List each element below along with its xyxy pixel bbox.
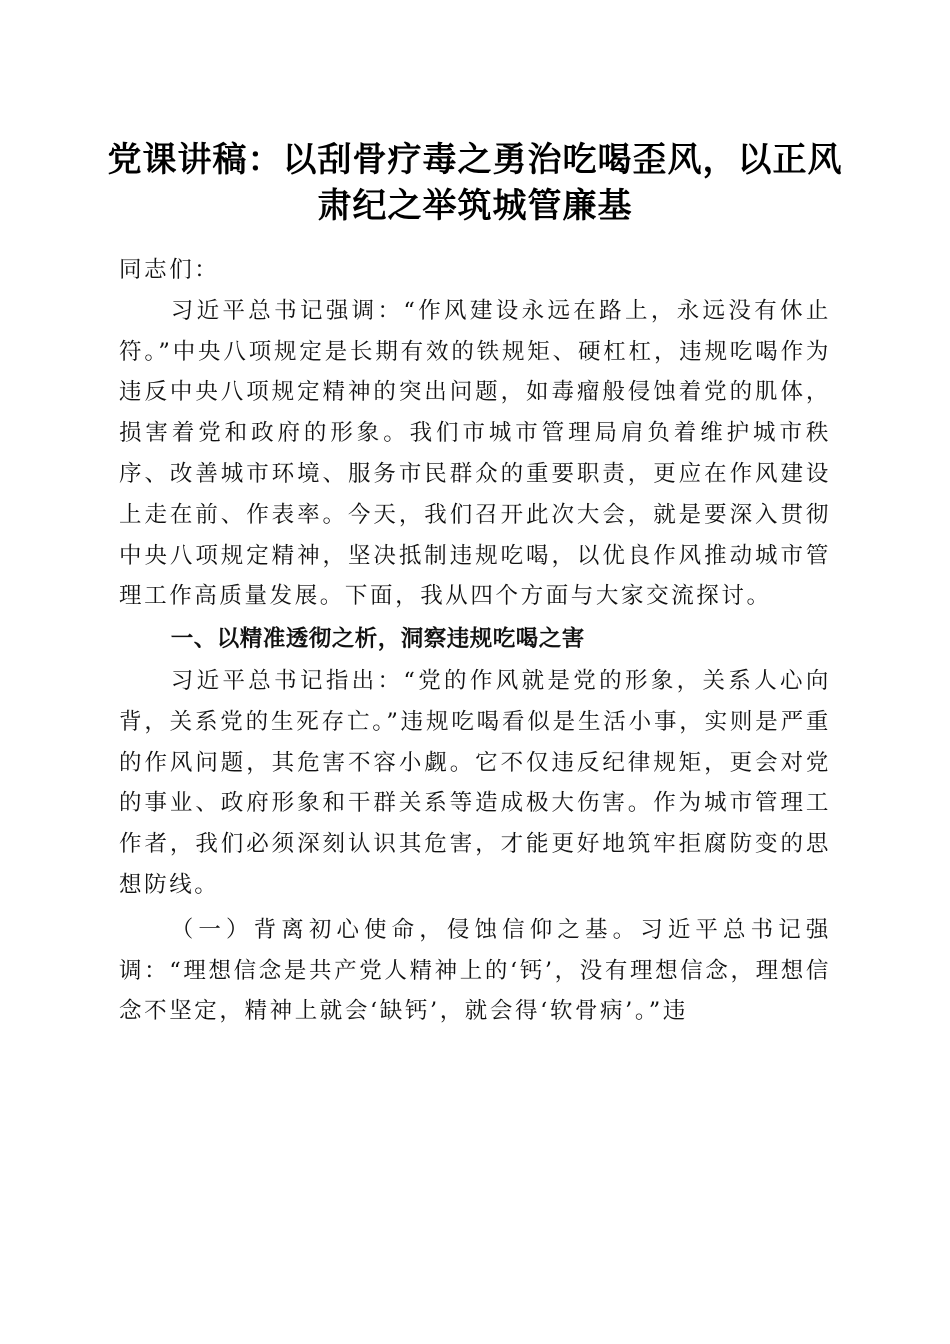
document-body	[119, 250, 831, 1032]
section-heading-1: 一、以精准透彻之析，洞察违规吃喝之害	[170, 626, 585, 653]
section-1-subitem-1: （一）背离初心使命，侵蚀信仰之基。习近平总书记强调：“理想信念是共产党人精神上的‘钙’，没有理想信念，理想信念不坚定，精神上就会‘缺钙’，就会得‘软骨病’。”违	[119, 916, 831, 1025]
section-1-paragraph: 习近平总书记指出：“党的作风就是党的形象，关系人心向背，关系党的生死存亡。”违规吃喝看似是生活小事，实则是严重的作风问题，其危害不容小觑。它不仅违反纪律规矩，更会对党的事业、政府形象和干群关系等造成极大伤害。作为城市管理工作者，我们必须深刻认识其危害，才能更好地筑牢拒腐防变的思想防线。	[119, 667, 831, 898]
intro-paragraph: 习近平总书记强调：“作风建设永远在路上，永远没有休止符。”中央八项规定是长期有效的铁规矩、硬杠杠，违规吃喝作为违反中央八项规定精神的突出问题，如毒瘤般侵蚀着党的肌体，损害着党和政府的形象。我们市城市管理局肩负着维护城市秩序、改善城市环境、服务市民群众的重要职责，更应在作风建设上走在前、作表率。今天，我们召开此次大会，就是要深入贯彻中央八项规定精神，坚决抵制违规吃喝，以优良作风推动城市管理工作高质量发展。下面，我从四个方面与大家交流探讨。	[119, 297, 831, 610]
salutation: 同志们：	[119, 257, 220, 283]
document-title: 党课讲稿：以刮骨疗毒之勇治吃喝歪风，以正风肃纪之举筑城管廉基	[107, 140, 843, 226]
